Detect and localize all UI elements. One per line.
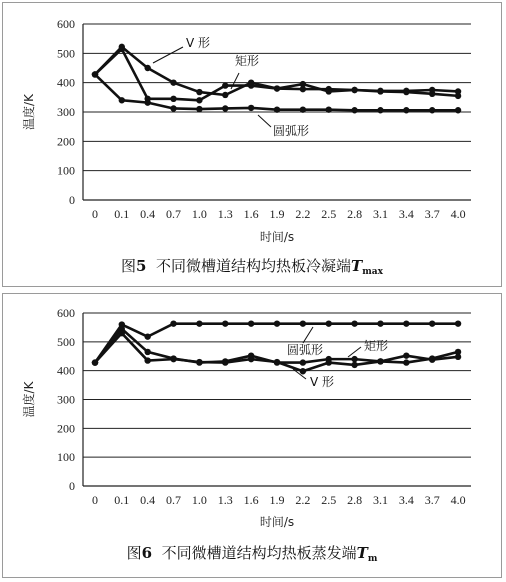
data-point bbox=[455, 320, 461, 326]
x-tick-label: 1.0 bbox=[191, 207, 207, 221]
data-point bbox=[170, 105, 176, 111]
caption-prefix: 图 bbox=[126, 544, 142, 562]
data-point bbox=[119, 330, 125, 336]
series-annotation: V 形 bbox=[186, 36, 211, 50]
data-point bbox=[196, 89, 202, 95]
series-annotation: 矩形 bbox=[235, 54, 260, 68]
x-tick-label: 3.7 bbox=[424, 207, 440, 221]
caption-text: 不同微槽道结构均热板冷凝端 bbox=[156, 257, 352, 275]
data-point bbox=[429, 107, 435, 113]
data-point bbox=[429, 87, 435, 93]
y-tick-label: 600 bbox=[57, 17, 75, 31]
series-annotation: V 形 bbox=[310, 375, 335, 389]
x-tick-label: 3.1 bbox=[372, 493, 388, 507]
data-point bbox=[377, 107, 383, 113]
x-tick-label: 4.0 bbox=[450, 493, 466, 507]
x-tick-label: 0.4 bbox=[140, 493, 156, 507]
data-point bbox=[351, 87, 357, 93]
caption-symbol: T bbox=[351, 257, 363, 275]
data-point bbox=[377, 88, 383, 94]
y-tick-label: 600 bbox=[57, 306, 75, 320]
data-point bbox=[119, 97, 125, 103]
data-point bbox=[170, 96, 176, 102]
caption-text: 不同微槽道结构均热板蒸发端 bbox=[161, 544, 357, 562]
y-tick-label: 300 bbox=[57, 392, 75, 407]
data-point bbox=[274, 85, 280, 91]
x-tick-label: 2.8 bbox=[347, 207, 363, 221]
data-point bbox=[326, 320, 332, 326]
data-point bbox=[300, 81, 306, 87]
x-tick-label: 2.5 bbox=[321, 493, 337, 507]
data-point bbox=[248, 82, 254, 88]
line-chart-condenser bbox=[3, 3, 501, 286]
data-point bbox=[248, 105, 254, 111]
x-tick-label: 0.1 bbox=[114, 493, 130, 507]
data-point bbox=[144, 333, 150, 339]
data-point bbox=[222, 82, 228, 88]
x-tick-label: 3.1 bbox=[372, 207, 388, 221]
data-point bbox=[196, 97, 202, 103]
data-point bbox=[144, 99, 150, 105]
data-point bbox=[326, 359, 332, 365]
data-point bbox=[222, 92, 228, 98]
data-point bbox=[351, 320, 357, 326]
y-tick-label: 200 bbox=[57, 421, 75, 436]
data-point bbox=[92, 71, 98, 77]
data-point bbox=[196, 320, 202, 326]
data-point bbox=[144, 65, 150, 71]
data-point bbox=[326, 106, 332, 112]
annotation-leader bbox=[303, 327, 313, 343]
data-point bbox=[222, 105, 228, 111]
y-tick-label: 100 bbox=[57, 450, 75, 465]
y-axis-title: 温度/K bbox=[22, 94, 36, 130]
y-axis-title: 温度/K bbox=[22, 381, 36, 418]
data-point bbox=[170, 356, 176, 362]
data-point bbox=[403, 107, 409, 113]
y-tick-label: 0 bbox=[69, 479, 75, 493]
x-tick-label: 0 bbox=[92, 207, 98, 221]
caption-number: 6 bbox=[141, 544, 153, 562]
data-point bbox=[222, 359, 228, 365]
series-annotation: 矩形 bbox=[364, 339, 389, 353]
data-point bbox=[455, 88, 461, 94]
y-tick-label: 200 bbox=[57, 134, 75, 149]
x-axis-title: 时间/s bbox=[259, 230, 295, 244]
data-point bbox=[455, 354, 461, 360]
data-point bbox=[403, 320, 409, 326]
data-point bbox=[196, 359, 202, 365]
data-point bbox=[429, 357, 435, 363]
data-point bbox=[326, 88, 332, 94]
chart-panel-figure6 bbox=[2, 293, 502, 578]
annotation-leader bbox=[153, 47, 183, 63]
data-point bbox=[300, 320, 306, 326]
chart-panel-figure5 bbox=[2, 2, 502, 287]
x-tick-label: 0.1 bbox=[114, 207, 130, 221]
data-point bbox=[274, 320, 280, 326]
x-tick-label: 3.4 bbox=[398, 207, 414, 221]
data-point bbox=[377, 320, 383, 326]
data-point bbox=[377, 358, 383, 364]
x-tick-label: 1.9 bbox=[269, 493, 285, 507]
x-tick-label: 4.0 bbox=[450, 207, 466, 221]
data-point bbox=[351, 362, 357, 368]
caption-symbol: T bbox=[356, 544, 368, 562]
x-tick-label: 2.2 bbox=[295, 493, 311, 507]
series-annotation: 圆弧形 bbox=[273, 124, 310, 138]
data-point bbox=[403, 352, 409, 358]
data-point bbox=[274, 359, 280, 365]
caption-subscript: max bbox=[362, 267, 383, 277]
y-tick-label: 500 bbox=[57, 46, 75, 61]
annotation-leader bbox=[258, 115, 271, 127]
x-tick-label: 2.8 bbox=[347, 493, 363, 507]
x-tick-label: 1.6 bbox=[243, 493, 259, 507]
data-point bbox=[351, 356, 357, 362]
x-tick-label: 1.9 bbox=[269, 207, 285, 221]
data-point bbox=[300, 359, 306, 365]
data-point bbox=[144, 349, 150, 355]
x-tick-label: 1.6 bbox=[243, 207, 259, 221]
x-tick-label: 1.3 bbox=[217, 493, 233, 507]
figure6-caption bbox=[3, 542, 501, 564]
y-tick-label: 400 bbox=[57, 75, 75, 90]
series-annotation: 圆弧形 bbox=[287, 343, 324, 357]
line-chart-evaporator bbox=[3, 294, 501, 577]
data-point bbox=[92, 359, 98, 365]
data-point bbox=[248, 356, 254, 362]
data-point bbox=[455, 107, 461, 113]
x-tick-label: 1.3 bbox=[217, 207, 233, 221]
caption-number: 5 bbox=[136, 257, 147, 275]
data-point bbox=[300, 106, 306, 112]
annotation-leader bbox=[348, 347, 361, 357]
data-point bbox=[248, 320, 254, 326]
caption-prefix: 图 bbox=[121, 257, 137, 275]
caption-subscript: m bbox=[367, 554, 378, 564]
x-tick-label: 0.7 bbox=[166, 207, 182, 221]
data-point bbox=[403, 88, 409, 94]
y-tick-label: 0 bbox=[69, 193, 75, 207]
y-tick-label: 500 bbox=[57, 334, 75, 349]
data-point bbox=[274, 106, 280, 112]
x-tick-label: 3.7 bbox=[424, 493, 440, 507]
data-point bbox=[300, 368, 306, 374]
x-axis-title: 时间/s bbox=[259, 515, 295, 529]
figure5-caption bbox=[3, 255, 501, 277]
data-point bbox=[170, 320, 176, 326]
y-tick-label: 100 bbox=[57, 163, 75, 178]
data-point bbox=[222, 320, 228, 326]
x-tick-label: 0 bbox=[92, 493, 98, 507]
data-point bbox=[170, 79, 176, 85]
x-tick-label: 0.4 bbox=[140, 207, 156, 221]
gridlines bbox=[83, 313, 471, 486]
data-point bbox=[119, 46, 125, 52]
data-point bbox=[429, 320, 435, 326]
data-point bbox=[144, 357, 150, 363]
x-tick-label: 0.7 bbox=[166, 493, 182, 507]
x-tick-label: 3.4 bbox=[398, 493, 414, 507]
x-tick-label: 2.5 bbox=[321, 207, 337, 221]
data-point bbox=[403, 359, 409, 365]
x-tick-label: 1.0 bbox=[191, 493, 207, 507]
y-tick-label: 400 bbox=[57, 363, 75, 378]
data-point bbox=[351, 107, 357, 113]
y-tick-label: 300 bbox=[57, 105, 75, 119]
x-tick-label: 2.2 bbox=[295, 207, 311, 221]
data-point bbox=[196, 106, 202, 112]
